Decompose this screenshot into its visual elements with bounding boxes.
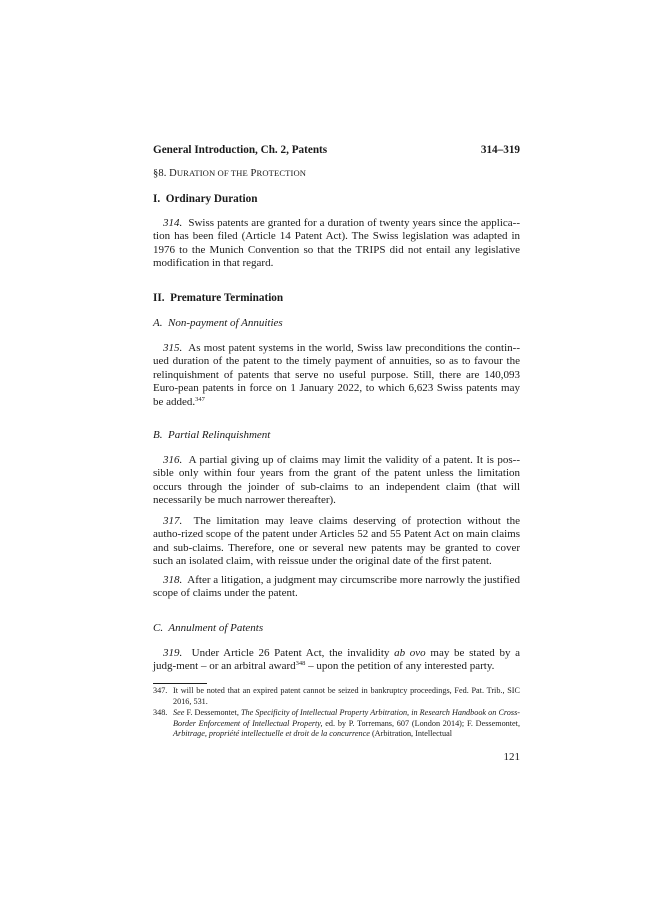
paragraph-text: The limitation may leave claims deserving of protection without the autho-rized scope of the patent under Articles 52 and 55 Patent Act on main claims and sub-claims. Therefore, one or several new patents may be granted to cover such an isolated claim, with reissue under the original date of the first patent. (153, 515, 520, 568)
paragraph-317 (153, 515, 520, 569)
chapter-word-1: URATION OF THE (176, 168, 248, 178)
subsection-letter: B. (153, 429, 163, 441)
footnote-body (173, 708, 520, 740)
subsection-letter: C. (153, 622, 164, 634)
paragraph-number: 318. (163, 574, 183, 586)
paragraph-text: A partial giving up of claims may limit the validity of a patent. It is pos-sible only within four years from the grant of the patent unless the limitation occurs through the joinder of sub-claims to an independent claim (that will necessarily be much narrower thereafter). (153, 454, 520, 507)
running-head (153, 144, 520, 156)
running-head-title: General Introduction, Ch. 2, Patents (153, 144, 328, 156)
paragraph-text: Swiss patents are granted for a duration of twenty years since the applica-tion has been filed (Article 14 Patent Act). The Swiss legislation was adapted in 1976 to the Munich Convention so that the TRIPS did not entail any legislative modification in that regard. (153, 217, 521, 270)
paragraph-318 (153, 574, 520, 601)
section-number: II. (153, 292, 165, 304)
paragraph-number: 315. (163, 342, 183, 354)
footnote-347 (153, 686, 520, 707)
chapter-heading (153, 168, 306, 179)
paragraph-text-cont: may be stated by a judg-ment – or an arbitral award (153, 647, 521, 673)
section-heading-premature-termination (153, 292, 283, 304)
paragraph-319 (153, 647, 520, 674)
paragraph-text-end: – upon the petition of any interested party. (308, 660, 495, 673)
page-number: 121 (503, 751, 520, 763)
footnote-number: 348. (153, 708, 168, 717)
paragraph-number: 316. (163, 454, 183, 466)
footnote-number: 347. (153, 686, 168, 695)
section-title: Premature Termination (170, 292, 284, 304)
paragraph-314 (153, 217, 520, 271)
subsection-heading-annulment (153, 622, 263, 634)
footnote-title-2: Arbitrage, propriété intellectuelle et droit de la concurrence (173, 729, 370, 739)
paragraph-316 (153, 454, 520, 508)
paragraph-text: After a litigation, a judgment may circumscribe more narrowly the justified scope of claims under the patent. (153, 574, 520, 600)
paragraph-latin-term: ab ovo (394, 647, 426, 659)
paragraph-text: As most patent systems in the world, Swiss law preconditions the contin-ued duration of the patent to the timely payment of annuities, so as to favour the relinquishment of patents that serve no useful purpose. Still, there are 140,093 Euro-pean patents in force on 1 January 2022, to which 6,623 Swiss patents may be added. (153, 342, 520, 408)
subsection-heading-non-payment (153, 317, 283, 329)
footnote-see: See (173, 708, 185, 717)
chapter-initial-2: P (250, 168, 257, 179)
running-head-range: 314–319 (480, 144, 520, 156)
subsection-title: Annulment of Patents (168, 622, 264, 634)
paragraph-number: 314. (163, 217, 183, 229)
section-title: Ordinary Duration (165, 193, 258, 205)
chapter-initial-1: D (169, 168, 177, 179)
footnote-title-1: The Specificity of Intellectual Property Arbitration, in Research Handbook on Cross-Border Enforcement of Intellectual Property, (173, 708, 520, 728)
footnote-author-1: F. Dessemontet, (186, 708, 239, 717)
chapter-word-2: ROTECTION (256, 168, 307, 178)
paragraph-number: 319. (163, 647, 183, 659)
footnote-separator (153, 683, 207, 684)
paragraph-315 (153, 342, 520, 409)
footnote-tail: (Arbitration, Intellectual (371, 729, 452, 739)
subsection-title: Partial Relinquishment (167, 429, 271, 441)
footnote-author-2: ed. by P. Torremans, 607 (London 2014); F. Dessemontet, (325, 718, 520, 728)
footnote-ref-347[interactable]: 347 (195, 395, 205, 403)
subsection-title: Non-payment of Annuities (167, 317, 283, 329)
paragraph-text: Under Article 26 Patent Act, the invalidity (191, 647, 390, 659)
footnote-text: It will be noted that an expired patent cannot be seized in bankruptcy proceedings, Fed. Pat. Trib., SIC 2016, 531. (173, 686, 520, 706)
subsection-heading-partial-relinquishment (153, 429, 270, 441)
footnote-ref-348[interactable]: 348 (295, 660, 306, 668)
chapter-prefix: §8. (153, 168, 167, 179)
section-number: I. (153, 193, 161, 205)
footnote-348 (153, 708, 520, 740)
paragraph-number: 317. (163, 515, 183, 527)
section-heading-ordinary-duration (153, 193, 257, 205)
subsection-letter: A. (153, 317, 163, 329)
